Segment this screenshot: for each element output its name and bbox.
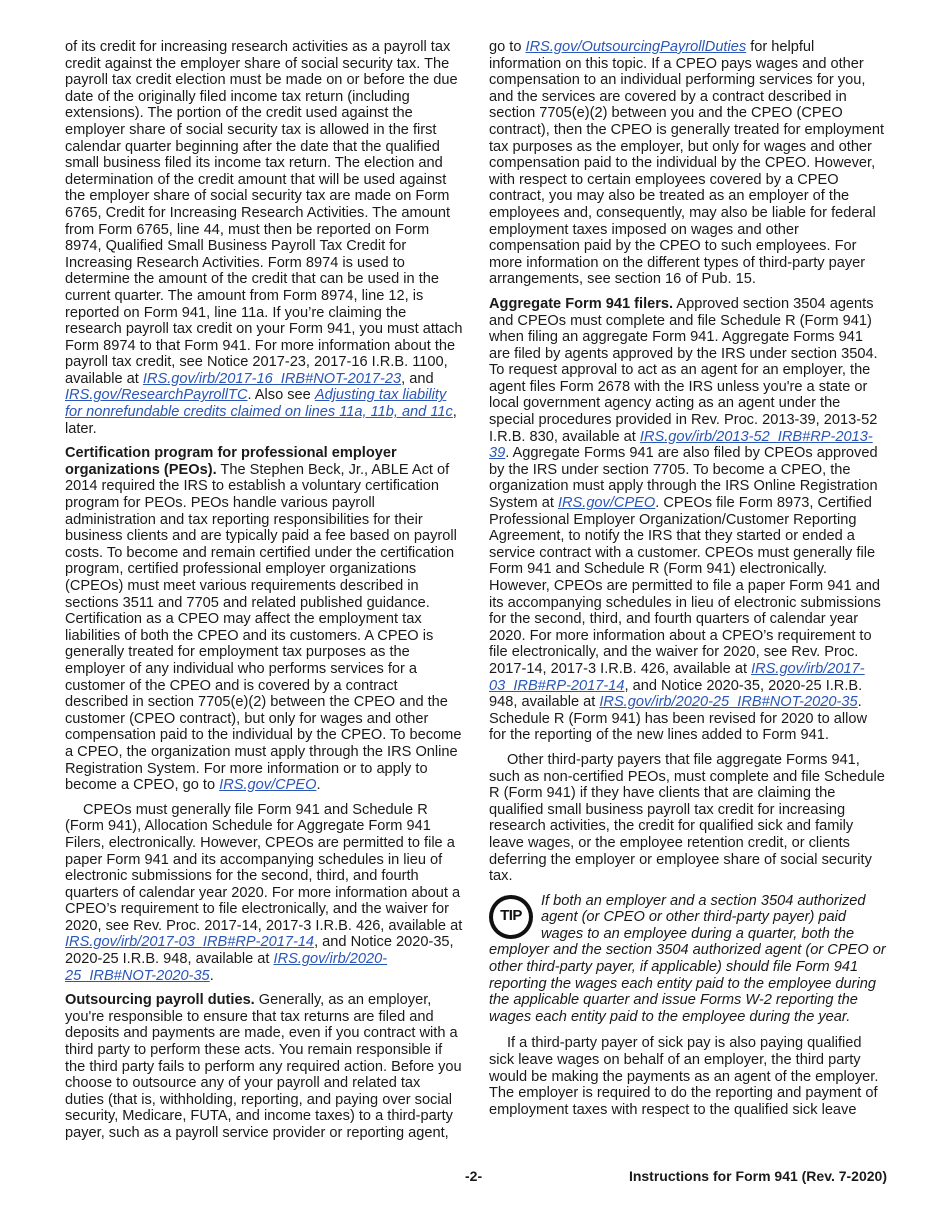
link-adjusting-tax-liability[interactable]: Adjusting tax liability for nonrefundable credits claimed on lines 11a, 11b, and 11c: [65, 387, 453, 421]
link-irb-2020-25-2[interactable]: IRS.gov/irb/2020-25_IRB#NOT-2020-35: [599, 694, 858, 711]
paragraph-research-credit: of its credit for increasing research activities as a payroll tax credit against the employer share of social security tax. The payroll tax credit election must be made on or before the due date of the originally filed income tax return (including extensions). The portion of the credit used against the employer share of social security tax is allowed in the first calendar quarter beginning after the date that the qualified small business filed its income tax return. The election and determination of the credit amount that will be used against the employer share of social security tax are made on Form 6765, Credit for Increasing Research Activities. The amount from Form 6765, line 44, must then be reported on Form 8974, Qualified Small Business Payroll Tax Credit for Increasing Research Activities. Form 8974 is used to determine the amount of the credit that can be used in the current quarter. The amount from Form 8974, line 12, is reported on Form 941, line 11a. If you’re claiming the research payroll tax credit on your Form 941, you must attach Form 8974 to that Form 941. For more information about the payroll tax credit, see Notice 2017-23, 2017-16 I.R.B. 1100, available at IRS.gov/irb/2017-16_IRB#NOT-2017-23, and IRS.gov/ResearchPayrollTC. Also see Adjusting tax liability for nonrefundable credits claimed on lines 11a, 11b, and 11c, later.: [65, 39, 463, 437]
link-irb-2017-16[interactable]: IRS.gov/irb/2017-16_IRB#NOT-2017-23: [142, 370, 402, 387]
link-research-payroll-tc[interactable]: IRS.gov/ResearchPayrollTC: [65, 387, 248, 404]
page-number: -2-: [465, 1168, 483, 1184]
tip-box: [489, 893, 887, 1026]
paragraph-outsourcing-continued: go to IRS.gov/OutsourcingPayrollDuties for helpful information on this topic. If a CPEO pays wages and other compensation to an individual performing services for you, and the services are covered by a contract described in section 7705(e)(2) between you and the CPEO (CPEO contract), then the CPEO is generally treated for employment tax purposes as the employer, but only for wages and other compensation paid to the individual by the CPEO. However, with respect to certain employees covered by a CPEO contract, you may also be treated as an employer of the employees and, consequently, may also be liable for federal employment taxes imposed on wages and other compensation paid by the CPEO to such employees. For more information on the different types of third-party payer arrangements, see section 16 of Pub. 15.: [489, 39, 885, 288]
paragraph-outsourcing-payroll: Outsourcing payroll duties. Generally, as an employer, you're responsible to ensure that tax returns are filed and deposits and payments are made, even if you contract with a third party to perform these acts. You remain responsible if the third party fails to perform any required action. Before you choose to outsource any of your payroll and related tax duties (that is, withholding, reporting, and paying over social security, Medicare, FUTA, and income taxes) to a third-party payer, such as a payroll service provider or reporting agent,: [65, 992, 462, 1141]
footer-doc-title: Instructions for Form 941 (Rev. 7-2020): [628, 1168, 887, 1184]
heading-aggregate-filers: Aggregate Form 941 filers.: [489, 295, 674, 312]
paragraph-peo-certification: Certification program for professional employer organizations (PEOs). The Stephen Beck, Jr., ABLE Act of 2014 required the IRS to establish a voluntary certification program for PEOs. PEOs handle various payroll administration and tax reporting responsibilities for their business clients and are typically paid a fee based on payroll costs. To become and remain certified under the certification program, certified professional employer organizations (CPEOs) must meet various requirements described in sections 3511 and 7705 and related published guidance. Certification as a CPEO may affect the employment tax liabilities of both the CPEO and its customers. A CPEO is generally treated for employment tax purposes as the employer of any individual who performs services for a customer of the CPEO and is covered by a contract described in section 7705(e)(2) between the CPEO and the customer (CPEO contract), but only for wages and other compensation paid to the individual by the CPEO. To become a CPEO, the organization must apply through the IRS Online Registration System. For more information or to apply to become a CPEO, go to IRS.gov/CPEO.: [65, 445, 462, 794]
link-irs-cpeo[interactable]: IRS.gov/CPEO: [219, 777, 317, 794]
paragraph-other-third-party: Other third-party payers that file aggregate Forms 941, such as non-certified PEOs, must complete and file Schedule R (Form 941) if they have clients that are claiming the qualified small business payroll tax credit for increasing research activities, the credit for qualified sick and family leave wages, or the employee retention credit, or clients deferring the employer or employee share of social security tax.: [489, 751, 885, 885]
paragraph-aggregate-filers: Aggregate Form 941 filers. Approved section 3504 agents and CPEOs must complete and file Schedule R (Form 941) when filing an aggregate Form 941. Aggregate Forms 941 are filed by agents approved by the IRS under section 3504. To request approval to act as an agent for an employer, the agent files Form 2678 with the IRS unless you're a state or local government agency acting as an agent under the special procedures provided in Rev. Proc. 2013-39, 2013-52 I.R.B. 830, available at IRS.gov/irb/2013-52_IRB#RP-2013-39. Aggregate Forms 941 are also filed by CPEOs approved by the IRS under section 7705. To become a CPEO, the organization must apply through the IRS Online Registration System at IRS.gov/CPEO. CPEOs file Form 8973, Certified Professional Employer Organization/Customer Reporting Agreement, to notify the IRS that they started or ended a service contract with a customer. CPEOs must generally file Form 941 and Schedule R (Form 941) electronically. However, CPEOs are permitted to file a paper Form 941 and its accompanying schedules in lieu of electronic submissions for the second, third, and fourth quarters of calendar year 2020. For more information about a CPEO’s requirement to file electronically, and the waiver for 2020, see Rev. Proc. 2017-14, 2017-3 I.R.B. 426, available at IRS.gov/irb/2017-03_IRB#RP-2017-14, and Notice 2020-35, 2020-25 I.R.B. 948, available at IRS.gov/irb/2020-25_IRB#NOT-2020-35. Schedule R (Form 941) has been revised for 2020 to allow for the reporting of the new lines added to Form 941.: [489, 295, 881, 744]
right-column: [489, 39, 887, 1126]
paragraph-cpeo-electronic-filing: CPEOs must generally file Form 941 and Schedule R (Form 941), Allocation Schedule for Aggregate Form 941 Filers, electronically. However, CPEOs are permitted to file a paper Form 941 and its accompanying schedules in lieu of electronic submissions for the second, third, and fourth quarters of calendar year 2020. For more information about a CPEO’s requirement to file electronically, and the waiver for 2020, see Rev. Proc. 2017-14, 2017-3 I.R.B. 426, available at IRS.gov/irb/2017-03_IRB#RP-2017-14, and Notice 2020-35, 2020-25 I.R.B. 948, available at IRS.gov/irb/2020-25_IRB#NOT-2020-35.: [65, 801, 463, 984]
link-irb-2017-03[interactable]: IRS.gov/irb/2017-03_IRB#RP-2017-14: [65, 934, 315, 951]
link-irb-2020-25[interactable]: IRS.gov/irb/2020-25_IRB#NOT-2020-35: [65, 951, 388, 984]
link-outsourcing-payroll-duties[interactable]: IRS.gov/OutsourcingPayrollDuties: [525, 39, 747, 55]
link-irb-2017-03-2[interactable]: IRS.gov/irb/2017-03_IRB#RP-2017-14: [489, 660, 865, 694]
link-irb-2013-52[interactable]: IRS.gov/irb/2013-52_IRB#RP-2013-39: [489, 428, 873, 462]
left-column: [65, 39, 463, 1150]
heading-peo-certification: Certification program for professional employer organizations (PEOs).: [65, 445, 397, 478]
tip-icon: TIP: [489, 895, 533, 939]
link-irs-cpeo-2[interactable]: IRS.gov/CPEO: [557, 495, 656, 512]
tip-text: If both an employer and a section 3504 authorized agent (or CPEO or other third-party payer) paid wages to an employee during a quarter, both the employer and the section 3504 authorized agent (or CPEO or other third-party payer, if applicable) should file Form 941 reporting the wages each entity paid to the employee during the applicable quarter and issue Forms W-2 reporting the wages each entity paid to the employee during the year.: [489, 892, 886, 1025]
heading-outsourcing-payroll: Outsourcing payroll duties.: [65, 992, 255, 1009]
paragraph-sick-pay: If a third-party payer of sick pay is also paying qualified sick leave wages on behalf of an employer, the third party would be making the payments as an agent of the employer. The employer is required to do the reporting and payment of employment taxes with respect to the qualified sick leave: [489, 1035, 879, 1118]
